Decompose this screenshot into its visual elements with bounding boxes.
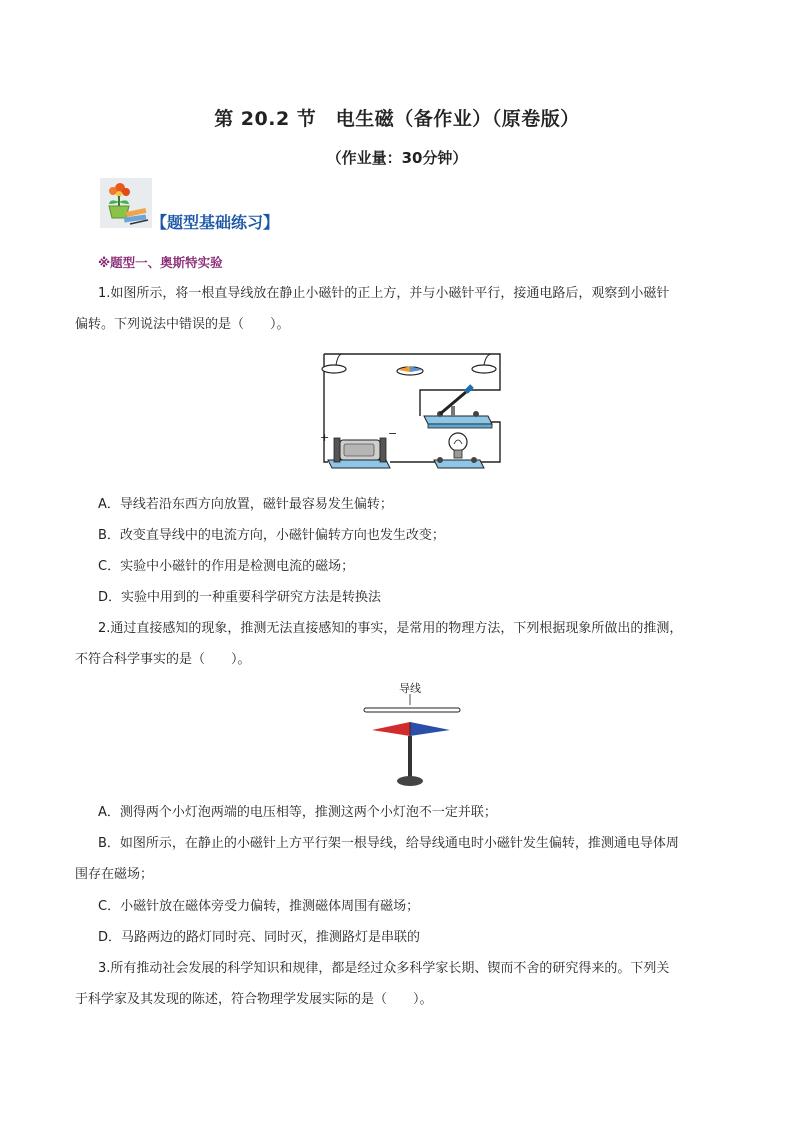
question-1-option-d: D．实验中用到的一种重要科学研究方法是转换法 bbox=[98, 590, 382, 605]
question-1-option-b: B．改变直导线中的电流方向，小磁针偏转方向也发生改变； bbox=[98, 528, 445, 543]
section-heading: 【题型基础练习】 bbox=[151, 213, 280, 232]
oersted-circuit-diagram bbox=[316, 344, 506, 472]
question-3-stem-line-1: 3.所有推动社会发展的科学知识和规律，都是经过众多科学家长期、锲而不舍的研究得来的。下列关 bbox=[98, 961, 670, 976]
question-3-stem-line-2: 于科学家及其发现的陈述，符合物理学发展实际的是（ ）。 bbox=[75, 992, 433, 1007]
battery-plus-label: + bbox=[320, 431, 330, 444]
topic-heading: ※题型一、奥斯特实验 bbox=[98, 255, 223, 270]
flower-pot-icon bbox=[100, 178, 152, 228]
question-2-option-b-line-1: B．如图所示，在静止的小磁针上方平行架一根导线，给导线通电时小磁针发生偏转，推测通电导体周 bbox=[98, 836, 679, 851]
wire-over-compass-diagram bbox=[356, 678, 466, 790]
question-2-stem-line-2: 不符合科学事实的是（ ）。 bbox=[75, 652, 251, 667]
page-subtitle: （作业量：30分钟） bbox=[326, 149, 468, 167]
question-2-option-a: A．测得两个小灯泡两端的电压相等，推测这两个小灯泡不一定并联； bbox=[98, 805, 497, 820]
question-2-option-b-line-2: 围存在磁场； bbox=[75, 867, 154, 882]
battery-minus-label: − bbox=[388, 427, 398, 440]
question-2-stem-line-1: 2.通过直接感知的现象，推测无法直接感知的事实，是常用的物理方法，下列根据现象所做出的推测， bbox=[98, 621, 683, 636]
page-title: 第 20.2 节 电生磁（备作业）（原卷版） bbox=[214, 108, 580, 130]
wire-label: 导线 bbox=[399, 682, 421, 695]
question-2-option-c: C．小磁针放在磁体旁受力偏转，推测磁体周围有磁场； bbox=[98, 899, 420, 914]
question-1-option-c: C．实验中小磁针的作用是检测电流的磁场； bbox=[98, 559, 355, 574]
question-1-option-a: A．导线若沿东西方向放置，磁针最容易发生偏转； bbox=[98, 497, 393, 512]
question-2-option-d: D．马路两边的路灯同时亮、同时灭，推测路灯是串联的 bbox=[98, 930, 421, 945]
question-1-stem-line-1: 1.如图所示，将一根直导线放在静止小磁针的正上方，并与小磁针平行，接通电路后，观察到小磁针 bbox=[98, 286, 670, 301]
question-1-stem-line-2: 偏转。下列说法中错误的是（ ）。 bbox=[75, 317, 290, 332]
